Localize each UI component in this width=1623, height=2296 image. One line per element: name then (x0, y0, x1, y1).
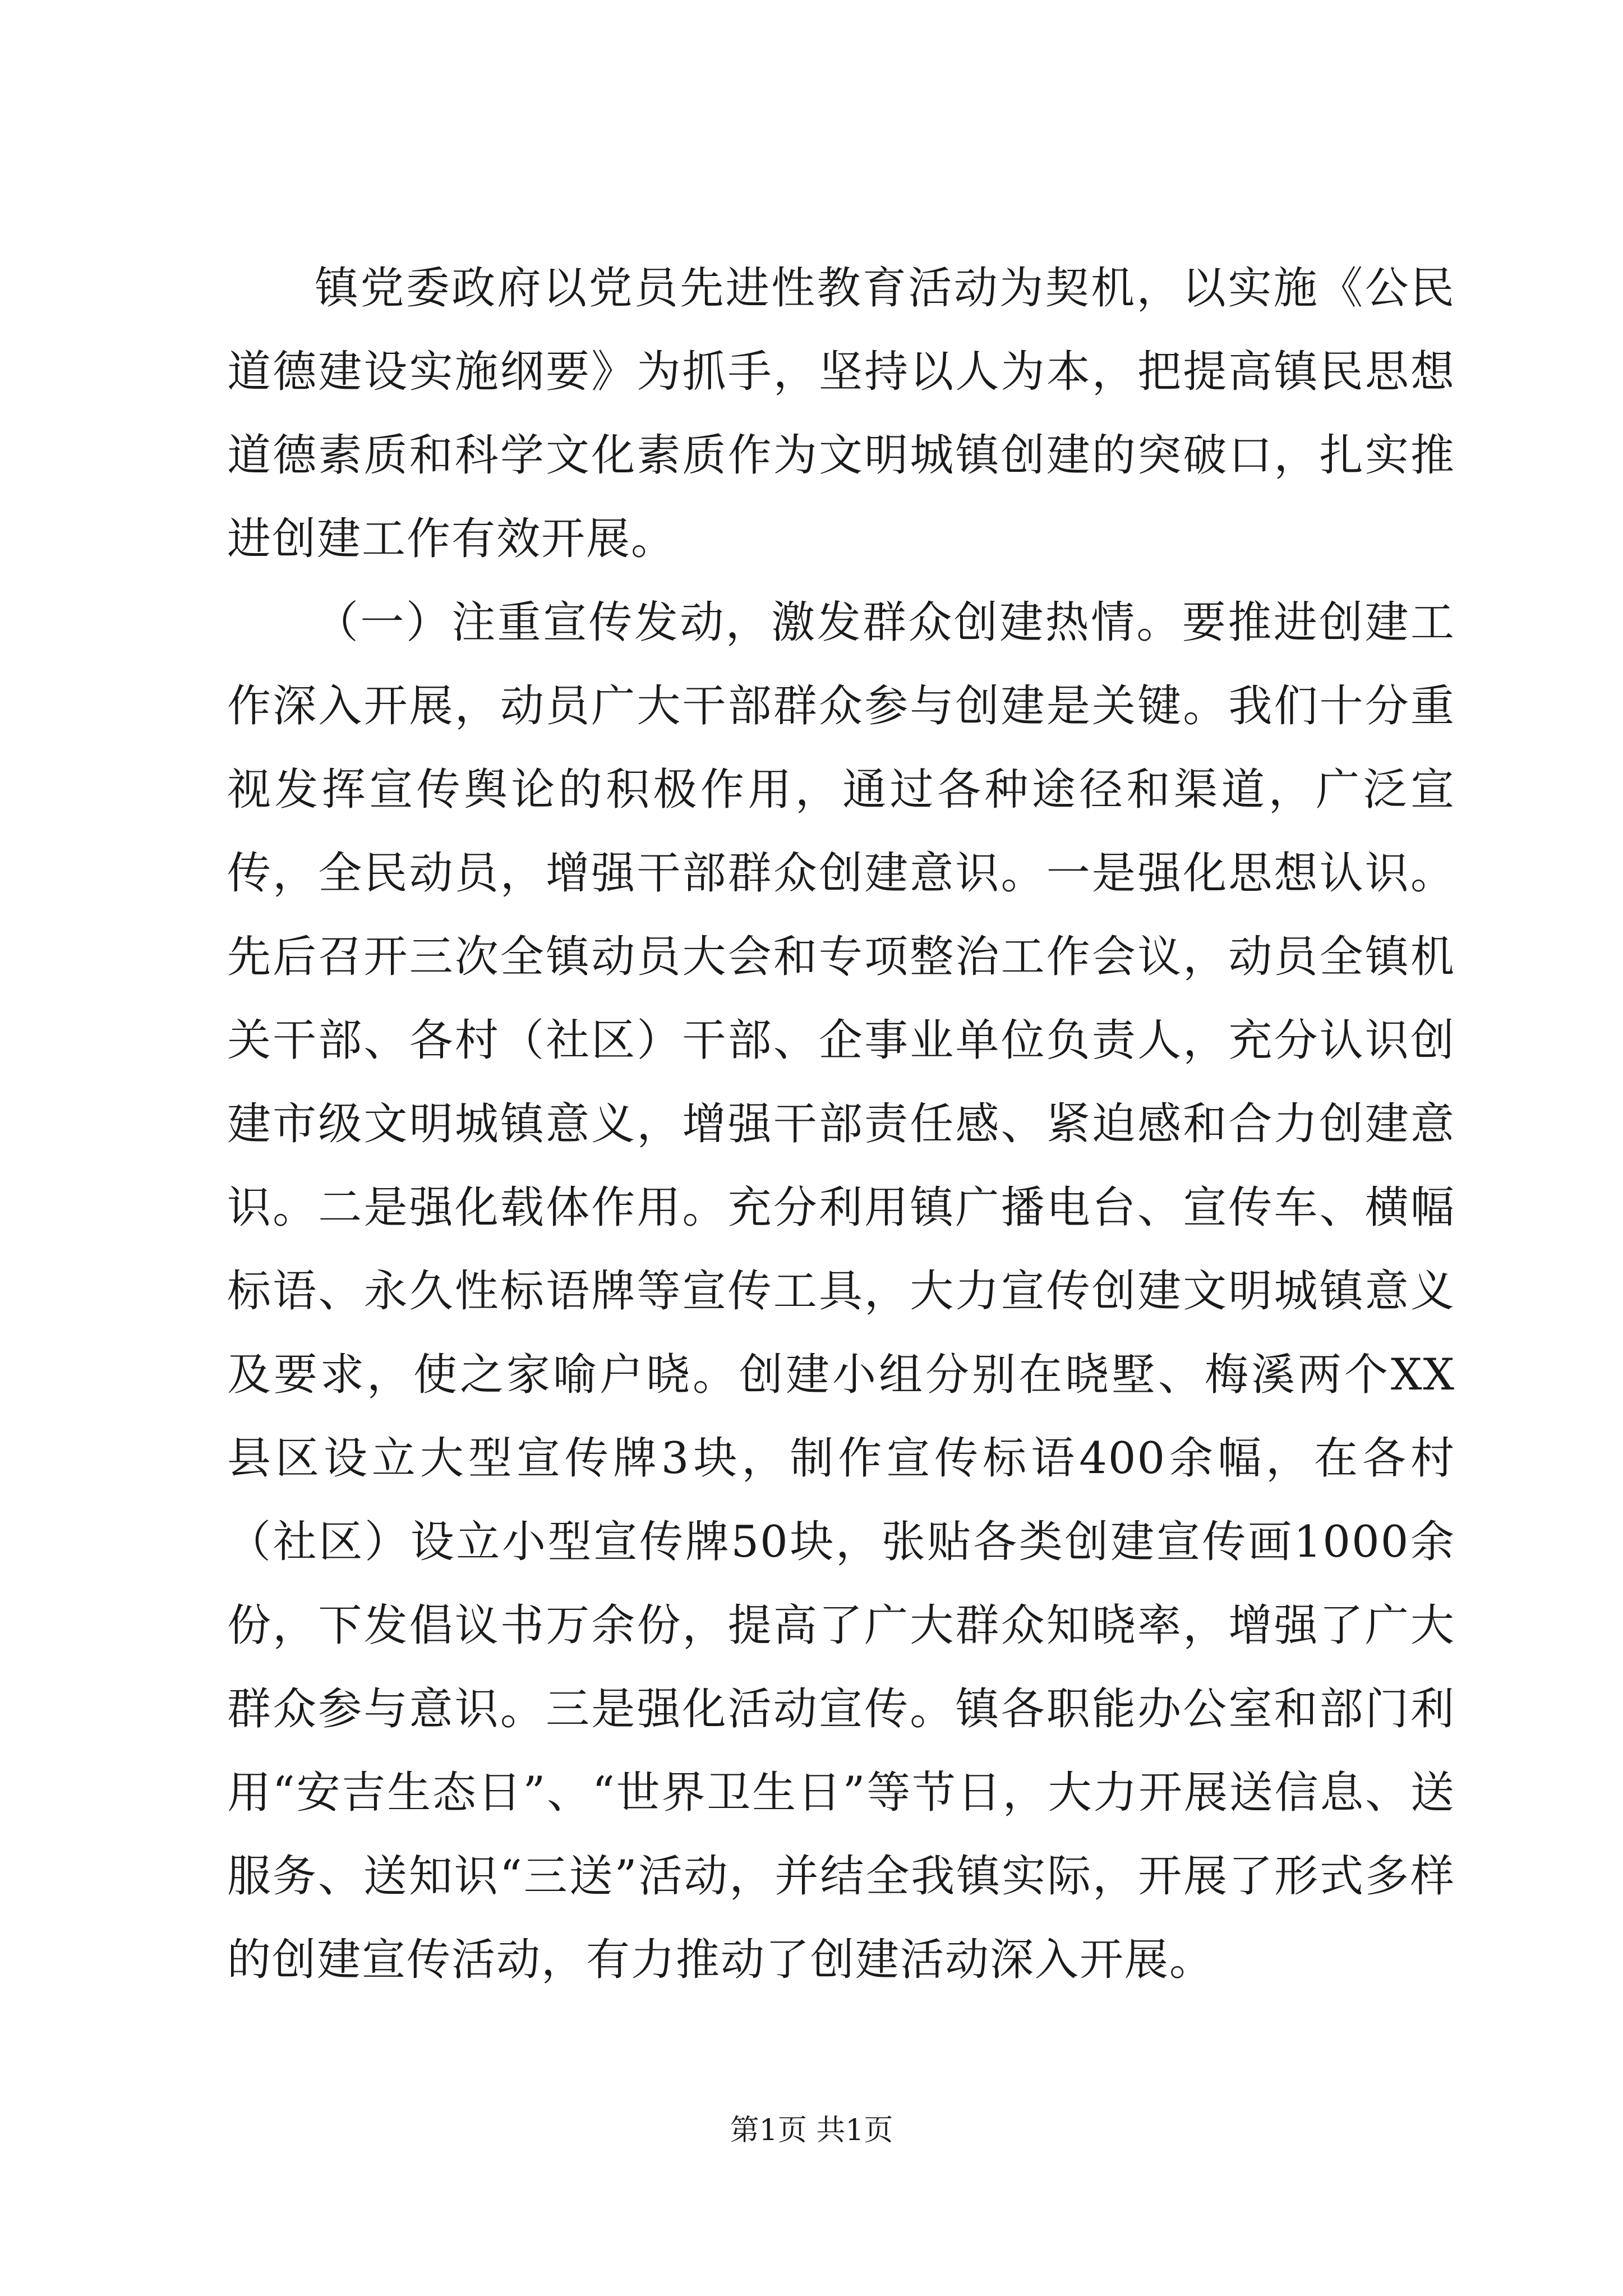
page-footer: 第1页 共1页 (730, 2114, 893, 2147)
document-body (227, 247, 1455, 2002)
paragraph-section-1: （一）注重宣传发动，激发群众创建热情。要推进创建工作深入开展，动员广大干部群众参与创建是关键。我们十分重视发挥宣传舆论的积极作用，通过各种途径和渠道，广泛宣传，全民动员，增强干部群众创建意识。一是强化思想认识。先后召开三次全镇动员大会和专项整治工作会议，动员全镇机关干部、各村（社区）干部、企事业单位负责人，充分认识创建市级文明城镇意义，增强干部责任感、紧迫感和合力创建意识。二是强化载体作用。充分利用镇广播电台、宣传车、横幅标语、永久性标语牌等宣传工具，大力宣传创建文明城镇意义及要求，使之家喻户晓。创建小组分别在晓墅、梅溪两个XX县区设立大型宣传牌3块，制作宣传标语400余幅，在各村（社区）设立小型宣传牌50块，张贴各类创建宣传画1000余份，下发倡议书万余份，提高了广大群众知晓率，增强了广大群众参与意识。三是强化活动宣传。镇各职能办公室和部门利用“安吉生态日”、“世界卫生日”等节日，大力开展送信息、送服务、送知识“三送”活动，并结全我镇实际，开展了形式多样的创建宣传活动，有力推动了创建活动深入开展。 (227, 597, 1455, 1985)
paragraph-intro: 镇党委政府以党员先进性教育活动为契机，以实施《公民道德建设实施纲要》为抓手，坚持以人为本，把提高镇民思想道德素质和科学文化素质作为文明城镇创建的突破口，扎实推进创建工作有效开展。 (227, 263, 1455, 564)
